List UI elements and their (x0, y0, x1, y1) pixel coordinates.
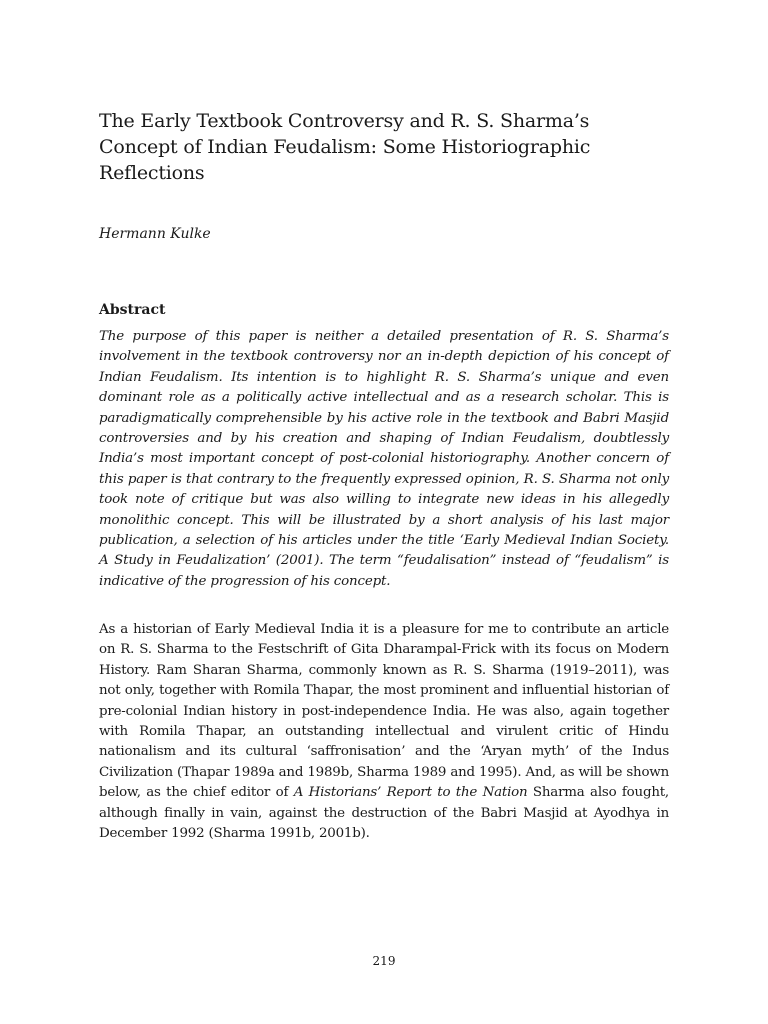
body-paragraph (99, 620, 669, 844)
title-line-2: Concept of Indian Feudalism: Some Historiographic (99, 136, 591, 158)
title-line-3: Reflections (99, 162, 205, 184)
page-content (99, 108, 669, 842)
article-title (99, 108, 669, 186)
page-number: 219 (372, 954, 396, 968)
body-text-part-1: As a historian of Early Medieval India it is a pleasure for me to contribute an article on R. S. Sharma to the Festschrift of Gita Dharampal-Frick with its focus on Modern History. Ram Sharan Sharma, commonly known as R. S. Sharma (1919–2011), was not only, together with Romila Thapar, the most prominent and influential historian of pre-colonial Indian history in post-independence India. He was also, again together with Romila Thapar, an outstanding intellectual and virulent critic of Hindu nationalism and its cultural ‘saffronisation’ and the ‘Aryan myth’ of the Indus Civilization (Thapar 1989a and 1989b, Sharma 1989 and 1995). And, as will be shown below, as the chief editor of (99, 622, 669, 801)
abstract-heading: Abstract (99, 302, 166, 318)
title-line-1: The Early Textbook Controversy and R. S. Sharma’s (99, 110, 590, 132)
book-title: A Historians’ Report to the Nation (293, 785, 528, 801)
author-name: Hermann Kulke (99, 226, 211, 242)
abstract-text: The purpose of this paper is neither a detailed presentation of R. S. Sharma’s involvement in the textbook controversy nor an in-depth depiction of his concept of Indian Feudalism. Its intention is to highlight R. S. Sharma’s unique and even dominant role as a politically active intellectual and as a research scholar. This is paradigmatically comprehensible by his active role in the textbook and Babri Masjid controversies and by his creation and shaping of Indian Feudalism, doubtlessly India’s most important concept of post-colonial historiography. Another concern of this paper is that contrary to the frequently expressed opinion, R. S. Sharma not only took note of critique but was also willing to integrate new ideas in his allegedly monolithic concept. This will be illustrated by a short analysis of his last major publication, a selection of his articles under the title ‘Early Medieval Indian Society. A Study in Feudalization’ (2001). The term “feudalisation” instead of “feudalism” is indicative of the progression of his concept. (99, 329, 669, 589)
body-text-part-2: Sharma also fought, although finally in vain, against the destruction of the Babri Masjid at Ayodhya in December 1992 (Sharma 1991b, 2001b). (99, 785, 669, 842)
